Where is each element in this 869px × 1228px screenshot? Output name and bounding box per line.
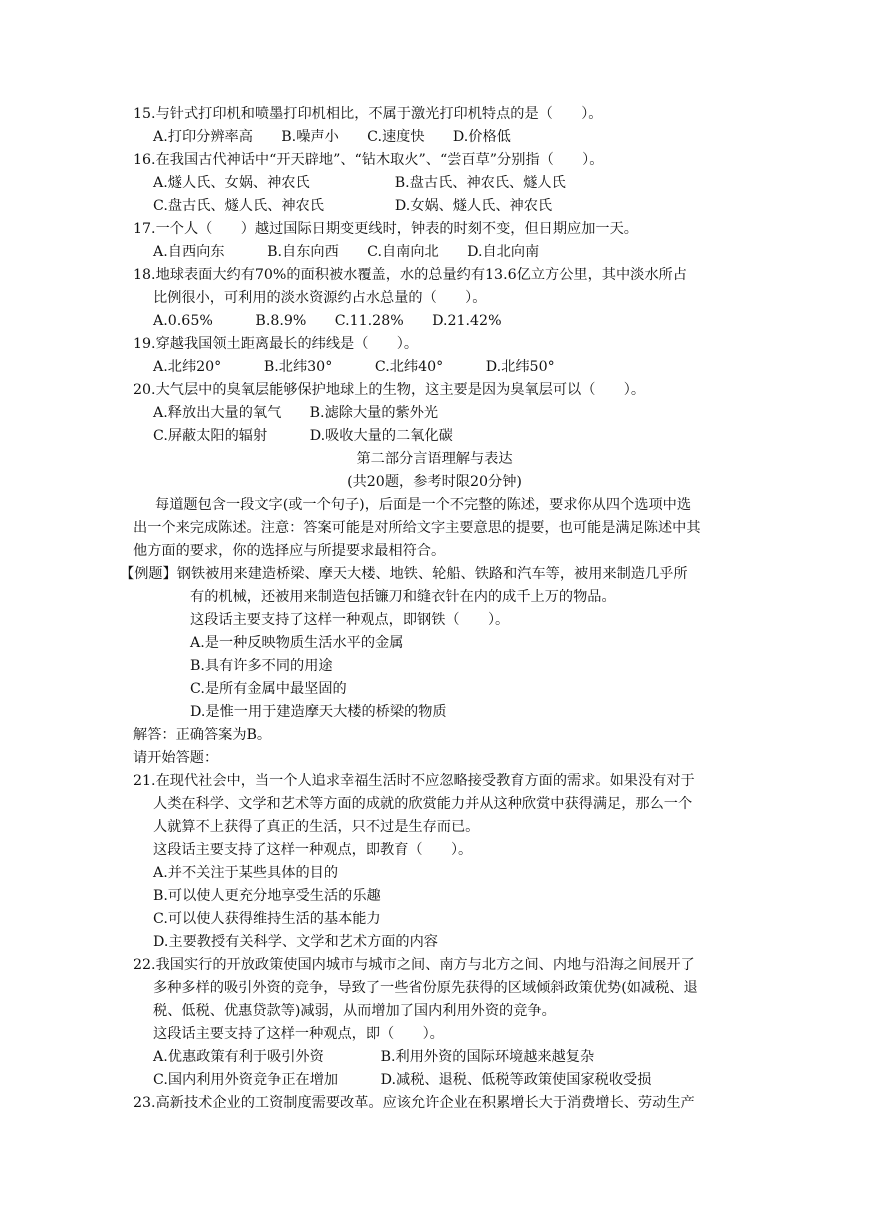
example-answer: 解答：正确答案为B。 (133, 727, 272, 743)
example-option-c: C.是所有金属中最坚固的 (190, 681, 347, 697)
example-prompt: 这段话主要支持了这样一种观点，即钢铁（ ）。 (190, 612, 510, 628)
question-18-stem-cont: 比例很小，可利用的淡水资源约占水总量的（ ）。 (153, 290, 487, 306)
example-stem: 【例题】钢铁被用来建造桥梁、摩天大楼、地铁、轮船、铁路和汽车等，被用来制造几乎所 (120, 566, 688, 582)
example-option-d: D.是惟一用于建造摩天大楼的桥梁的物质 (190, 704, 447, 720)
question-19-options: A.北纬20° B.北纬30° C.北纬40° D.北纬50° (153, 359, 555, 375)
question-22-prompt: 这段话主要支持了这样一种观点，即（ ）。 (153, 1026, 444, 1042)
section-subtitle: (共20题，参考时限20分钟) (347, 474, 522, 490)
question-22-options-cd: C.国内利用外资竞争正在增加 D.减税、退税、低税等政策使国家税收受损 (153, 1072, 652, 1088)
question-22-stem-cont-1: 多种多样的吸引外资的竞争，导致了一些省份原先获得的区域倾斜政策优势(如减税、退 (153, 980, 698, 996)
example-option-a: A.是一种反映物质生活水平的金属 (190, 635, 404, 651)
question-18-options: A.0.65% B.8.9% C.11.28% D.21.42% (153, 313, 502, 329)
instructions-line-2: 出一个来完成陈述。注意：答案可能是对所给文字主要意思的提要，也可能是满足陈述中其 (133, 520, 701, 536)
question-16-options-cd: C.盘古氏、燧人氏、神农氏 D.女娲、燧人氏、神农氏 (153, 198, 553, 214)
start-prompt: 请开始答题： (133, 750, 219, 766)
question-23-stem: 23.高新技术企业的工资制度需要改革。应该允许企业在积累增长大于消费增长、劳动生产 (133, 1095, 695, 1111)
question-20-stem: 20.大气层中的臭氧层能够保护地球上的生物，这主要是因为臭氧层可以（ ）。 (133, 382, 646, 398)
question-18-stem: 18.地球表面大约有70%的面积被水覆盖，水的总量约有13.6亿立方公里，其中淡水所占 (133, 267, 687, 283)
question-17-options: A.自西向东 B.自东向西 C.自南向北 D.自北向南 (153, 244, 540, 260)
question-21-option-a: A.并不关注于某些具体的目的 (153, 865, 339, 881)
question-19-stem: 19.穿越我国领土距离最长的纬线是（ ）。 (133, 336, 419, 352)
question-15-stem: 15.与针式打印机和喷墨打印机相比，不属于激光打印机特点的是（ ）。 (133, 106, 603, 122)
question-16-stem: 16.在我国古代神话中“开天辟地”、“钻木取火”、“尝百草”分别指（ ）。 (133, 152, 604, 168)
question-15-options: A.打印分辨率高 B.噪声小 C.速度快 D.价格低 (153, 129, 511, 145)
question-22-options-ab: A.优惠政策有利于吸引外资 B.利用外资的国际环境越来越复杂 (153, 1049, 595, 1065)
question-21-stem-cont-1: 人类在科学、文学和艺术等方面的成就的欣赏能力并从这种欣赏中获得满足，那么一个 (153, 796, 693, 812)
question-20-options-ab: A.释放出大量的氧气 B.滤除大量的紫外光 (153, 405, 439, 421)
instructions-line-1: 每道题包含一段文字(或一个句子)，后面是一个不完整的陈述，要求你从四个选项中选 (155, 497, 692, 513)
instructions-line-3: 他方面的要求，你的选择应与所提要求最相符合。 (133, 543, 446, 559)
question-17-stem: 17.一个人（ ）越过国际日期变更线时，钟表的时刻不变，但日期应加一天。 (133, 221, 638, 237)
question-21-option-d: D.主要教授有关科学、文学和艺术方面的内容 (153, 934, 438, 950)
question-21-prompt: 这段话主要支持了这样一种观点，即教育（ ）。 (153, 842, 473, 858)
question-16-options-ab: A.燧人氏、女娲、神农氏 B.盘古氏、神农氏、燧人氏 (153, 175, 566, 191)
question-22-stem-cont-2: 税、低税、优惠贷款等)减弱，从而增加了国内利用外资的竞争。 (153, 1003, 556, 1019)
question-22-stem: 22.我国实行的开放政策使国内城市与城市之间、南方与北方之间、内地与沿海之间展开了 (133, 957, 695, 973)
question-21-stem: 21.在现代社会中，当一个人追求幸福生活时不应忽略接受教育方面的需求。如果没有对于 (133, 773, 695, 789)
question-20-options-cd: C.屏蔽太阳的辐射 D.吸收大量的二氧化碳 (153, 428, 453, 444)
section-title: 第二部分言语理解与表达 (356, 451, 513, 467)
example-stem-cont: 有的机械，还被用来制造包括镰刀和缝衣针在内的成千上万的物品。 (190, 589, 616, 605)
question-21-stem-cont-2: 人就算不上获得了真正的生活，只不过是生存而已。 (153, 819, 480, 835)
example-option-b: B.具有许多不同的用途 (190, 658, 333, 674)
question-21-option-c: C.可以使人获得维持生活的基本能力 (153, 911, 381, 927)
question-21-option-b: B.可以使人更充分地享受生活的乐趣 (153, 888, 381, 904)
